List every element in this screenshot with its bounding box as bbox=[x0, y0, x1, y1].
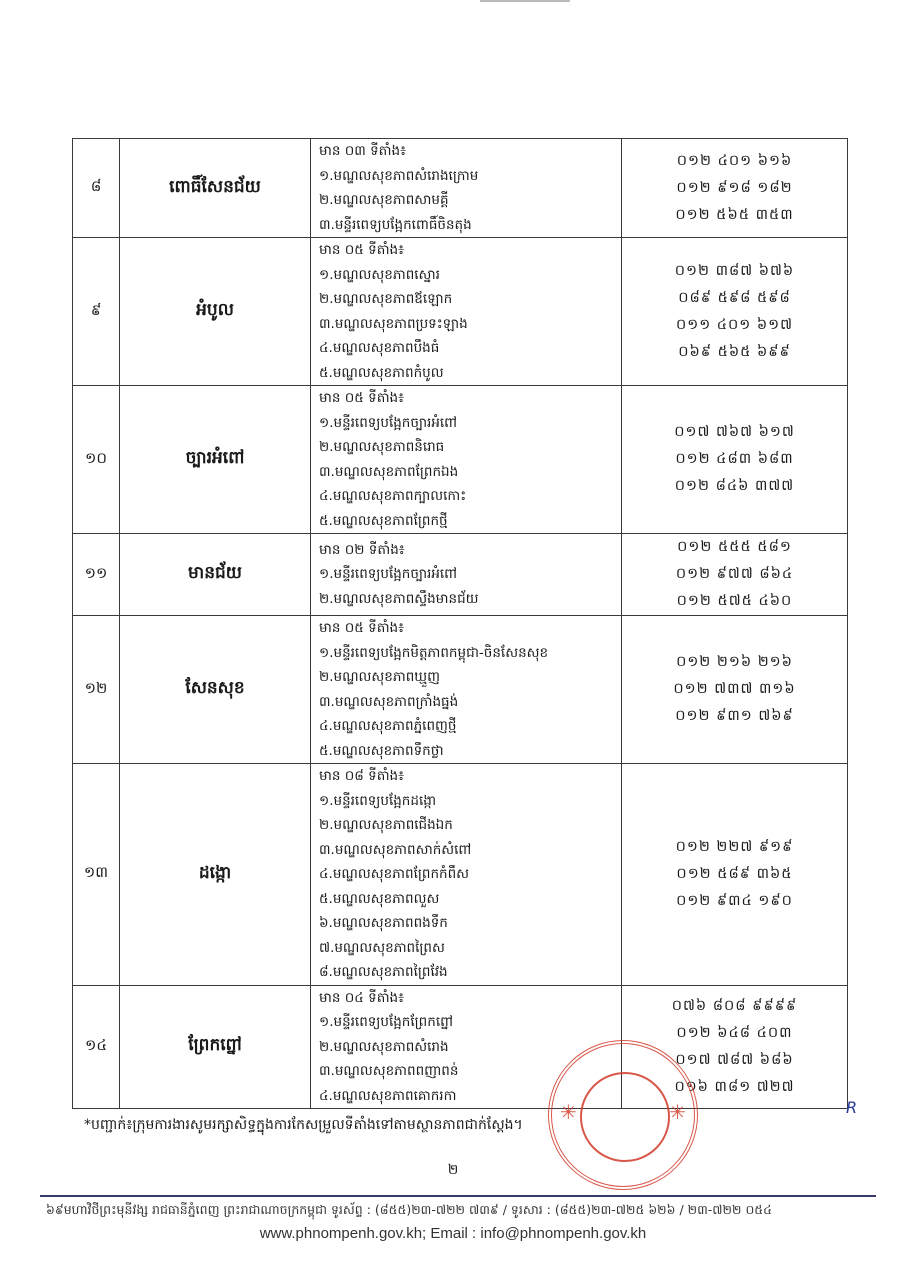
handwritten-initial: R bbox=[846, 1098, 858, 1117]
seal-inner-ring bbox=[580, 1072, 670, 1162]
table-row bbox=[73, 616, 848, 764]
location-item: ៣.មណ្ឌលសុខភាពសាក់សំពៅ bbox=[319, 841, 472, 858]
location-item: ៥.មណ្ឌលសុខភាពព្រែកថ្មី bbox=[319, 512, 448, 529]
locations-cell bbox=[311, 616, 622, 764]
phones-cell bbox=[622, 386, 848, 534]
phones-cell bbox=[622, 616, 848, 764]
location-count: មាន ០៥ ទីតាំង៖ bbox=[319, 242, 405, 258]
location-item: ១.មន្ទីរពេទ្យបង្អែកច្បារអំពៅ bbox=[319, 566, 458, 583]
phone-number: ០១២ ៩១៨ ១៨២ bbox=[676, 179, 793, 196]
district-name: ច្បារអំពៅ bbox=[120, 386, 311, 534]
locations-cell bbox=[311, 764, 622, 986]
district-name: សែនសុខ bbox=[120, 616, 311, 764]
table-row bbox=[73, 386, 848, 534]
row-number: ១០ bbox=[73, 386, 120, 534]
row-number: ១៣ bbox=[73, 764, 120, 986]
district-name: អំបូល bbox=[120, 238, 311, 386]
location-count: មាន ០៣ ទីតាំង៖ bbox=[319, 143, 407, 159]
footer-address: ៦៩មហាវិថីព្រះមុនីវង្ស រាជធានីភ្នំពេញ ព្រះរាជាណាចក្រកម្ពុជា ទូរស័ព្ទ : (៨៥៥)២៣-៧២២ ៧៣៩ / ទូរសារ : (៨៥៥)២៣-៧២៥ ៦២៦ / ២៣-៧២២ ០៥៤ bbox=[46, 1202, 772, 1217]
location-item: ២.មណ្ឌលសុខភាពនិរោធ bbox=[319, 439, 445, 455]
location-item: ៣.មណ្ឌលសុខភាពក្រាំងធ្នង់ bbox=[319, 693, 459, 710]
locations-cell bbox=[311, 534, 622, 616]
phone-number: ០១៦ ៣៨១ ៧២៧ bbox=[674, 1078, 795, 1095]
location-item: ៤.មណ្ឌលសុខភាពក្បាលកោះ bbox=[319, 488, 467, 504]
footer-web-email: www.phnompenh.gov.kh; Email : info@phnompenh.gov.kh bbox=[259, 1225, 647, 1242]
locations-cell bbox=[311, 238, 622, 386]
location-item: ២.មណ្ឌលសុខភាពស្ទឹងមានជ័យ bbox=[319, 590, 479, 607]
district-name: ព្រែកព្នៅ bbox=[120, 985, 311, 1109]
phones-cell bbox=[622, 764, 848, 986]
phone-number: ០១២ ៩៣១ ៧៦៩ bbox=[675, 708, 794, 724]
location-item: ៦.មណ្ឌលសុខភាពពងទឹក bbox=[319, 915, 448, 931]
phone-number: ០១២ ៧៣៧ ៣១៦ bbox=[673, 681, 796, 697]
location-count: មាន ០៥ ទីតាំង៖ bbox=[319, 620, 405, 636]
row-number: ៩ bbox=[73, 238, 120, 386]
location-item: ១.មន្ទីរពេទ្យបង្អែកមិត្តភាពកម្ពុជា-ចិនសែនសុខ bbox=[319, 644, 549, 661]
location-item: ២.មណ្ឌលសុខភាពឃ្មួញ bbox=[319, 669, 440, 685]
location-item: ៣.មណ្ឌលសុខភាពពញាពន់ bbox=[319, 1063, 459, 1079]
phone-number: ០១៧ ៧៨៧ ៦៨៦ bbox=[675, 1051, 794, 1068]
district-name: ពោធិ៍សែនជ័យ bbox=[120, 139, 311, 238]
locations-cell bbox=[311, 386, 622, 534]
location-item: ១.មណ្ឌលសុខភាពសំរោងក្រោម bbox=[319, 167, 479, 184]
location-item: ៤.មណ្ឌលសុខភាពព្រែកកំពឹស bbox=[319, 866, 470, 882]
location-item: ៥.មណ្ឌលសុខភាពកំបូល bbox=[319, 364, 444, 381]
health-center-table bbox=[72, 138, 848, 1109]
table-row bbox=[73, 238, 848, 386]
row-number: ១៤ bbox=[73, 985, 120, 1109]
location-item: ៤.មណ្ឌលសុខភាពភ្នំពេញថ្មី bbox=[319, 718, 457, 734]
official-seal-icon bbox=[548, 1040, 698, 1190]
table-row bbox=[73, 985, 848, 1109]
phone-number: ០១២ ៥៨៩ ៣៦៥ bbox=[676, 865, 793, 882]
phones-cell bbox=[622, 238, 848, 386]
page-number: ២ bbox=[447, 1162, 459, 1178]
phone-number: ០១៧ ៧៦៧ ៦១៧ bbox=[674, 424, 795, 440]
table-row bbox=[73, 139, 848, 238]
location-count: មាន ០៤ ទីតាំង៖ bbox=[319, 989, 405, 1006]
location-item: ២.មណ្ឌលសុខភាពសាមគ្គី bbox=[319, 192, 449, 208]
location-item: ១.មណ្ឌលសុខភាពស្នោរ bbox=[319, 266, 440, 283]
location-item: ៣.មណ្ឌលសុខភាពប្រទះឡាង bbox=[319, 315, 468, 332]
location-item: ៨.មណ្ឌលសុខភាពព្រៃវែង bbox=[319, 964, 448, 980]
phone-number: ០១២ ៥៦៥ ៣៥៣ bbox=[675, 206, 794, 223]
table-row bbox=[73, 764, 848, 986]
district-name: ដង្កោ bbox=[120, 764, 311, 986]
location-item: ៥.មណ្ឌលសុខភាពលួស bbox=[319, 890, 440, 907]
location-item: ៣.មណ្ឌលសុខភាពព្រែកឯង bbox=[319, 463, 459, 480]
row-number: ១១ bbox=[73, 534, 120, 616]
phone-number: ០១២ ៥៧៥ ៤៦០ bbox=[676, 593, 793, 609]
phone-number: ០៨៩ ៥៩៨ ៥៩៨ bbox=[678, 289, 791, 306]
table-row bbox=[73, 534, 848, 616]
row-number: ១២ bbox=[73, 616, 120, 764]
phones-cell bbox=[622, 534, 848, 616]
phone-number: ០១២ ២១៦ ២១៦ bbox=[676, 654, 793, 670]
location-item: ២.មណ្ឌលសុខភាពឪឡោក bbox=[319, 291, 453, 307]
phone-number: ០១២ ៣៨៧ ៦៧៦ bbox=[674, 262, 795, 279]
phone-number: ០១២ ៩៧៧ ៨៦៤ bbox=[675, 566, 794, 582]
footer-divider bbox=[40, 1195, 876, 1197]
location-item: ៣.មន្ទីរពេទ្យបង្អែកពោធិ៍ចិនតុង bbox=[319, 216, 472, 233]
location-item: ៧.មណ្ឌលសុខភាពព្រៃស bbox=[319, 939, 445, 956]
top-scan-mark bbox=[480, 0, 570, 2]
location-count: មាន ០៥ ទីតាំង៖ bbox=[319, 390, 405, 406]
footnote: *បញ្ជាក់៖ក្រុមការងារសូមរក្សាសិទ្ធក្នុងការកែសម្រួលទីតាំងទៅតាមស្ថានភាពជាក់ស្តែង។ bbox=[84, 1117, 523, 1133]
location-item: ៤.មណ្ឌលសុខភាពគោករកា bbox=[319, 1087, 457, 1104]
location-item: ១.មន្ទីរពេទ្យបង្អែកដង្កោ bbox=[319, 792, 437, 809]
phone-number: ០១២ ២២៧ ៩១៩ bbox=[675, 838, 794, 855]
phone-number: ០១២ ៥៥៥ ៥៨១ bbox=[677, 539, 792, 555]
phone-number: ០១១ ៤០១ ៦១៧ bbox=[675, 316, 794, 333]
seal-star-icon: ✳ bbox=[669, 1100, 686, 1124]
location-item: ២.មណ្ឌលសុខភាពជើងឯក bbox=[319, 817, 453, 833]
row-number: ៨ bbox=[73, 139, 120, 238]
phones-cell bbox=[622, 139, 848, 238]
district-name: មានជ័យ bbox=[120, 534, 311, 616]
phone-number: ០១២ ៨៤៦ ៣៧៧ bbox=[674, 478, 795, 494]
location-count: មាន ០២ ទីតាំង៖ bbox=[319, 541, 405, 558]
phone-number: ០៦៩ ៥៦៥ ៦៩៩ bbox=[678, 343, 791, 360]
location-item: ៤.មណ្ឌលសុខភាពបឹងធំ bbox=[319, 340, 440, 356]
phone-number: ០១២ ៤០១ ៦១៦ bbox=[676, 152, 793, 169]
seal-star-icon: ✳ bbox=[560, 1100, 577, 1124]
locations-cell bbox=[311, 139, 622, 238]
phone-number: ០១២ ៤៨៣ ៦៨៣ bbox=[675, 451, 794, 467]
location-item: ១.មន្ទីរពេទ្យបង្អែកច្បារអំពៅ bbox=[319, 414, 458, 431]
location-item: ១.មន្ទីរពេទ្យបង្អែកព្រែកព្នៅ bbox=[319, 1014, 453, 1030]
phone-number: ០១២ ៦៤៨ ៤០៣ bbox=[676, 1024, 793, 1041]
location-item: ២.មណ្ឌលសុខភាពសំរោង bbox=[319, 1038, 449, 1055]
location-item: ៥.មណ្ឌលសុខភាពទឹកថ្លា bbox=[319, 742, 444, 759]
phone-number: ០១២ ៩៣៤ ១៩០ bbox=[676, 892, 793, 909]
location-count: មាន ០៨ ទីតាំង៖ bbox=[319, 768, 405, 784]
phone-number: ០៧៦ ៨០៨ ៩៩៩៩ bbox=[671, 997, 798, 1014]
